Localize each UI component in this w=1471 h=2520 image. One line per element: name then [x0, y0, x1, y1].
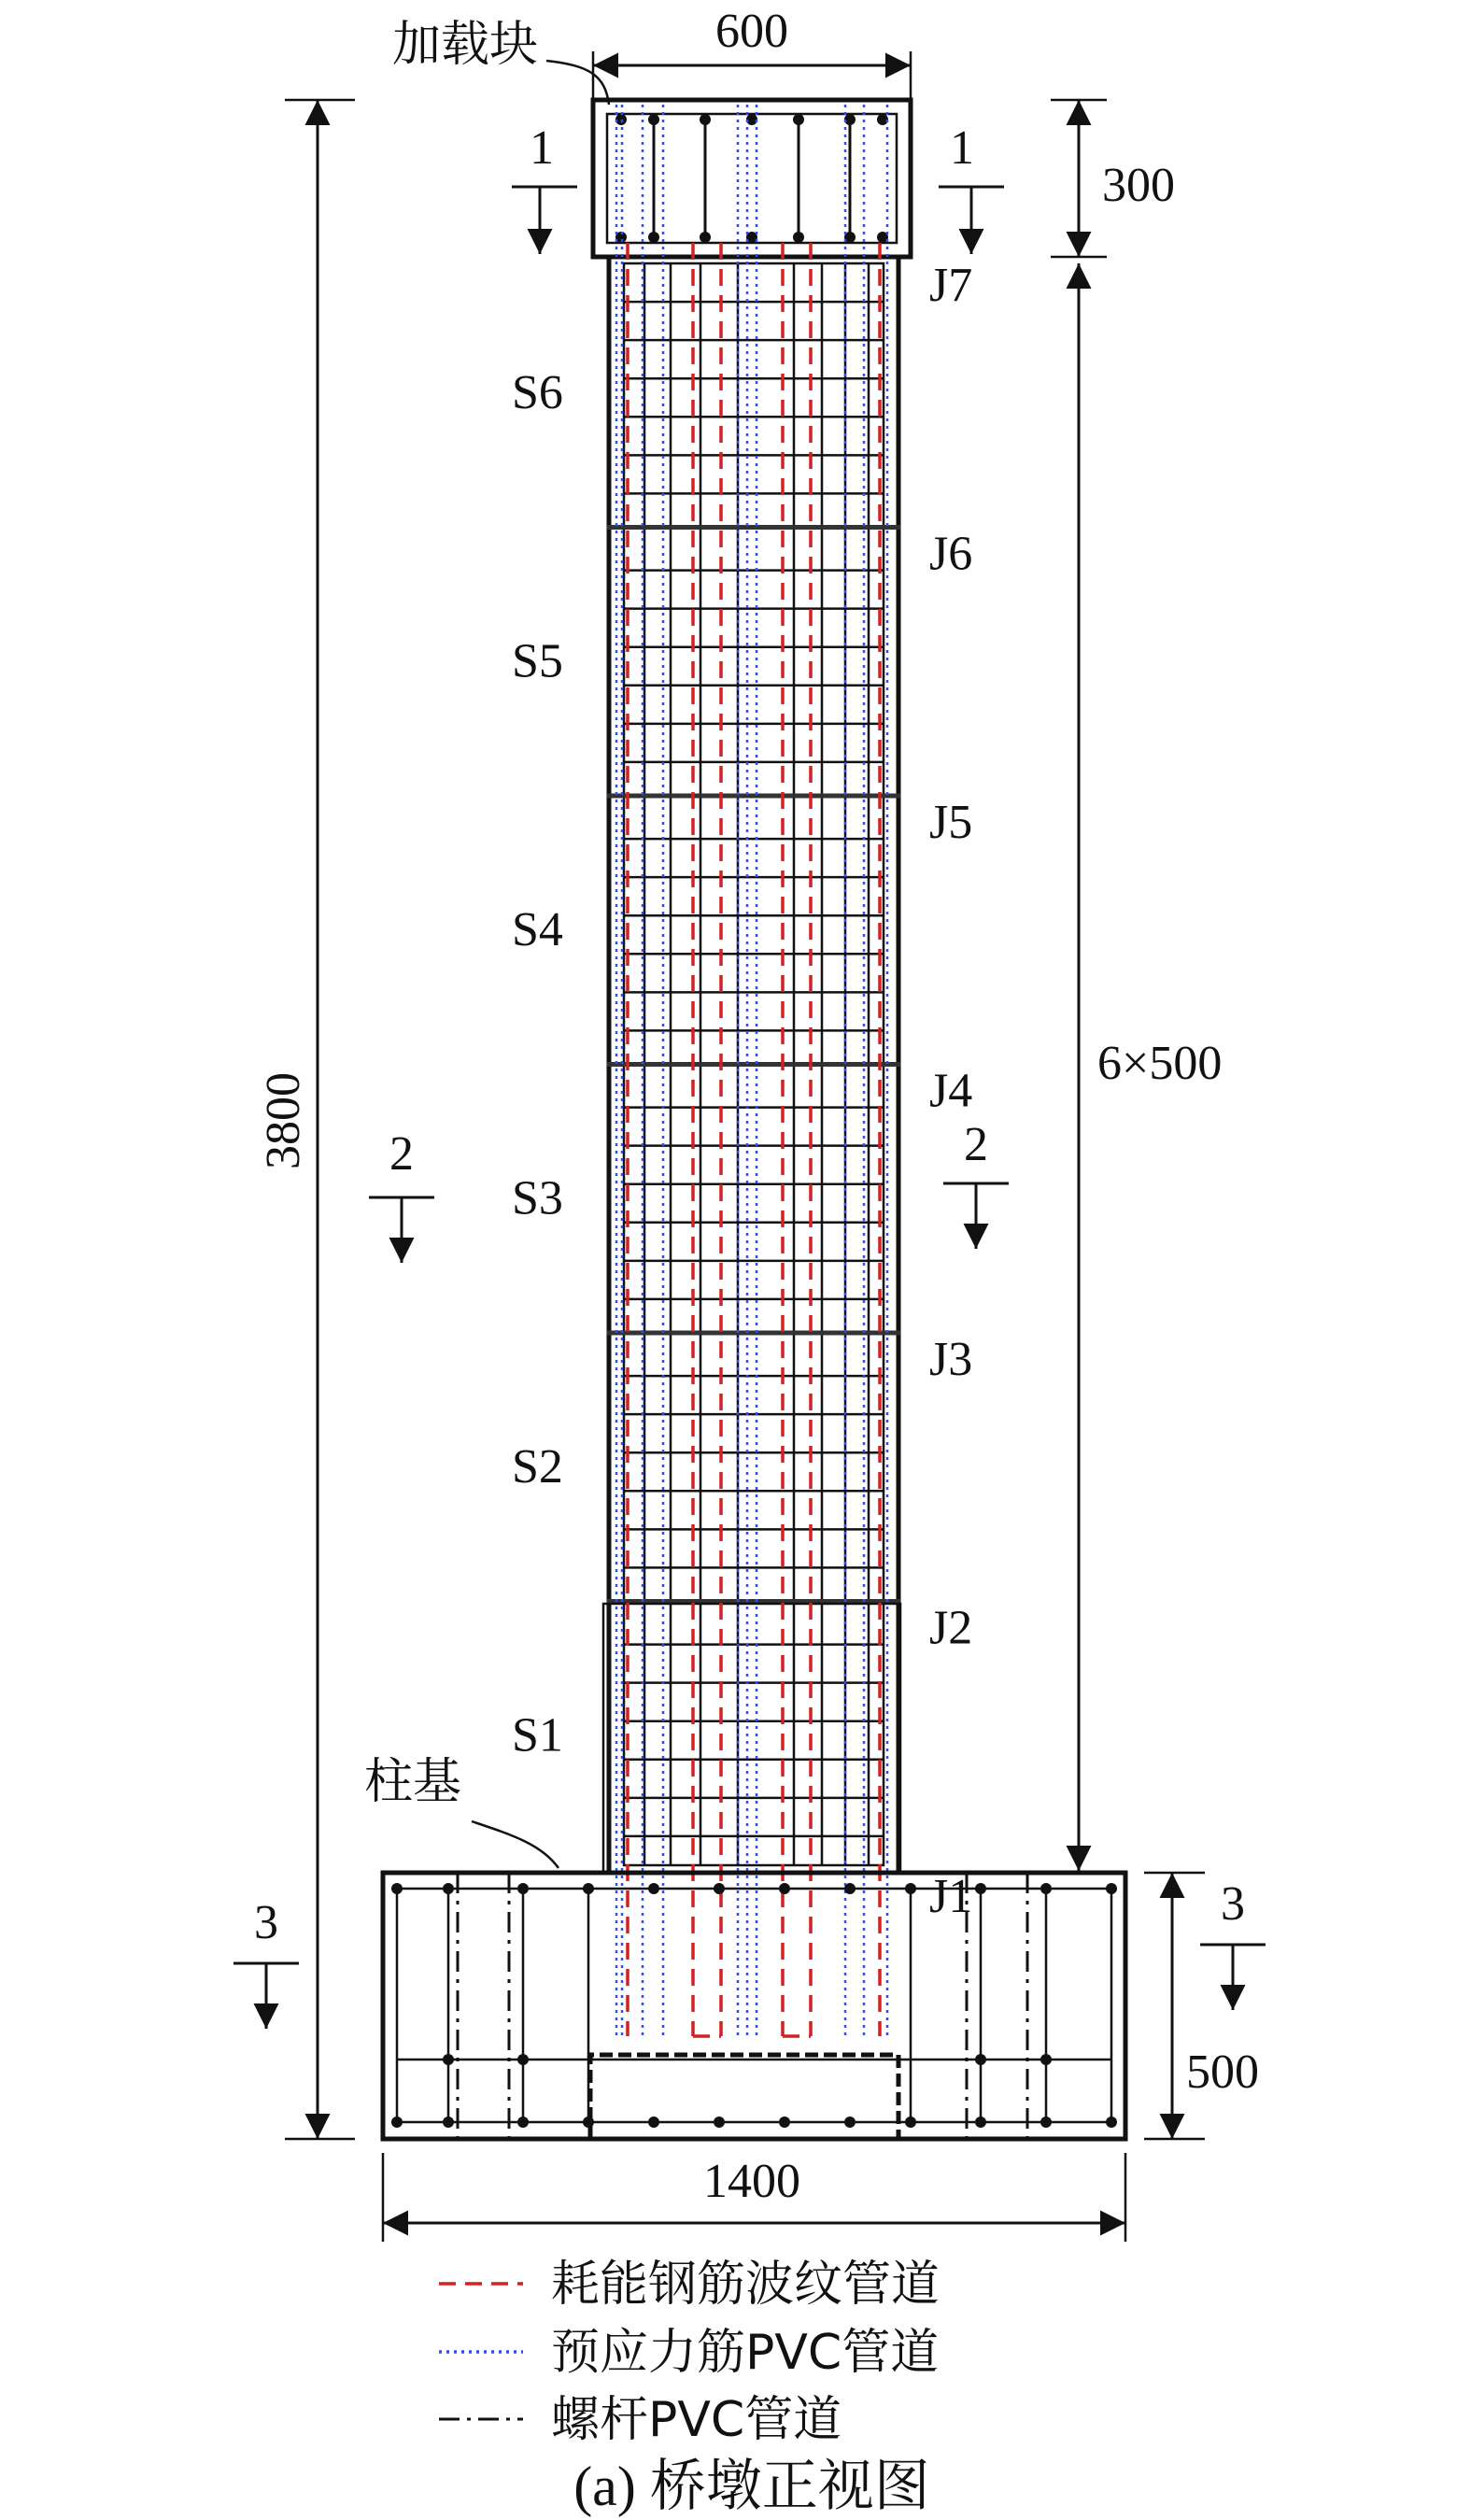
segment-label: S2 — [512, 1440, 563, 1494]
section-1-right-label: 1 — [950, 121, 974, 175]
segment-label: S5 — [512, 634, 563, 688]
rebar-dot — [844, 2117, 856, 2128]
rebar-dot — [844, 1883, 856, 1894]
section-3-left-label: 3 — [254, 1896, 278, 1949]
column-base — [383, 1873, 1125, 2139]
legend — [439, 2257, 940, 2448]
segment-label: S4 — [512, 903, 563, 956]
rebar-dot — [714, 1883, 725, 1894]
base-cage-outline — [397, 1889, 1111, 2122]
rebar-dot — [905, 2117, 916, 2128]
rebar-dot — [583, 2117, 594, 2128]
rebar-dot — [391, 1883, 403, 1894]
legend-item-label: 螺杆PVC管道 — [551, 2392, 842, 2448]
rebar-dot — [700, 114, 711, 125]
rebar-dot — [517, 2117, 529, 2128]
ducts — [616, 105, 887, 2036]
dim-total-height: 3800 — [257, 1072, 310, 1169]
rebar-dot — [517, 1883, 529, 1894]
section-2-left-label: 2 — [389, 1127, 414, 1181]
leaders — [472, 61, 609, 1868]
joint-labels — [929, 259, 972, 1923]
rebar-dot — [648, 232, 659, 243]
dim-segments-height: 6×500 — [1097, 1037, 1223, 1090]
rebar-dot — [583, 1883, 594, 1894]
dim-base-height: 500 — [1186, 2046, 1259, 2099]
legend-item-label: 预应力筋PVC管道 — [551, 2325, 940, 2381]
joint-label: J1 — [929, 1870, 973, 1923]
rebar-dot — [714, 2117, 725, 2128]
rebar-dot — [779, 1883, 790, 1894]
rebar-dot — [443, 1883, 454, 1894]
rebar-dot — [793, 232, 804, 243]
rebar-dot — [779, 2117, 790, 2128]
segment-label: S3 — [512, 1171, 563, 1225]
figure-caption: (a) 桥墩正视图 — [573, 2456, 930, 2517]
rebar-dot — [905, 1883, 916, 1894]
joint-label: J6 — [929, 527, 973, 581]
dim-loading-block-height: 300 — [1102, 159, 1175, 212]
rebar-dot — [517, 2054, 529, 2065]
rebar-dot — [1040, 1883, 1052, 1894]
rebar-dot — [648, 114, 659, 125]
section-3-right-label: 3 — [1221, 1877, 1245, 1931]
rebar-dot — [975, 2117, 986, 2128]
rebar-dot — [1040, 2117, 1052, 2128]
rebar-dot — [443, 2054, 454, 2065]
joint-label: J5 — [929, 796, 973, 849]
joint-label: J4 — [929, 1064, 973, 1118]
section-1-left-label: 1 — [530, 121, 554, 175]
loading-block-label: 加载块 — [392, 17, 539, 73]
rebar-dot — [1106, 1883, 1117, 1894]
rebar-dot — [1040, 2054, 1052, 2065]
rebar-dot — [700, 232, 711, 243]
column-base-label: 柱基 — [364, 1754, 462, 1810]
joint-label: J3 — [929, 1333, 973, 1386]
rebar-dot — [648, 2117, 659, 2128]
joint-label: J7 — [929, 259, 973, 312]
rebar-dot — [975, 1883, 986, 1894]
rebar-dot — [1106, 2117, 1117, 2128]
dim-top-width: 600 — [715, 5, 788, 58]
section-2-right-label: 2 — [964, 1118, 988, 1171]
dim-base-width: 1400 — [703, 2155, 800, 2208]
rebar-dot — [443, 2117, 454, 2128]
rebar-dot — [793, 114, 804, 125]
legend-item-label: 耗能钢筋波纹管道 — [551, 2257, 941, 2313]
segment-labels — [512, 366, 563, 1763]
joint-label: J2 — [929, 1601, 973, 1655]
rebar-dot — [975, 2054, 986, 2065]
rebar-dot — [648, 1883, 659, 1894]
column-body — [603, 257, 900, 1873]
rebar-dot — [391, 2117, 403, 2128]
segment-label: S6 — [512, 366, 563, 419]
segment-label: S1 — [512, 1708, 563, 1763]
